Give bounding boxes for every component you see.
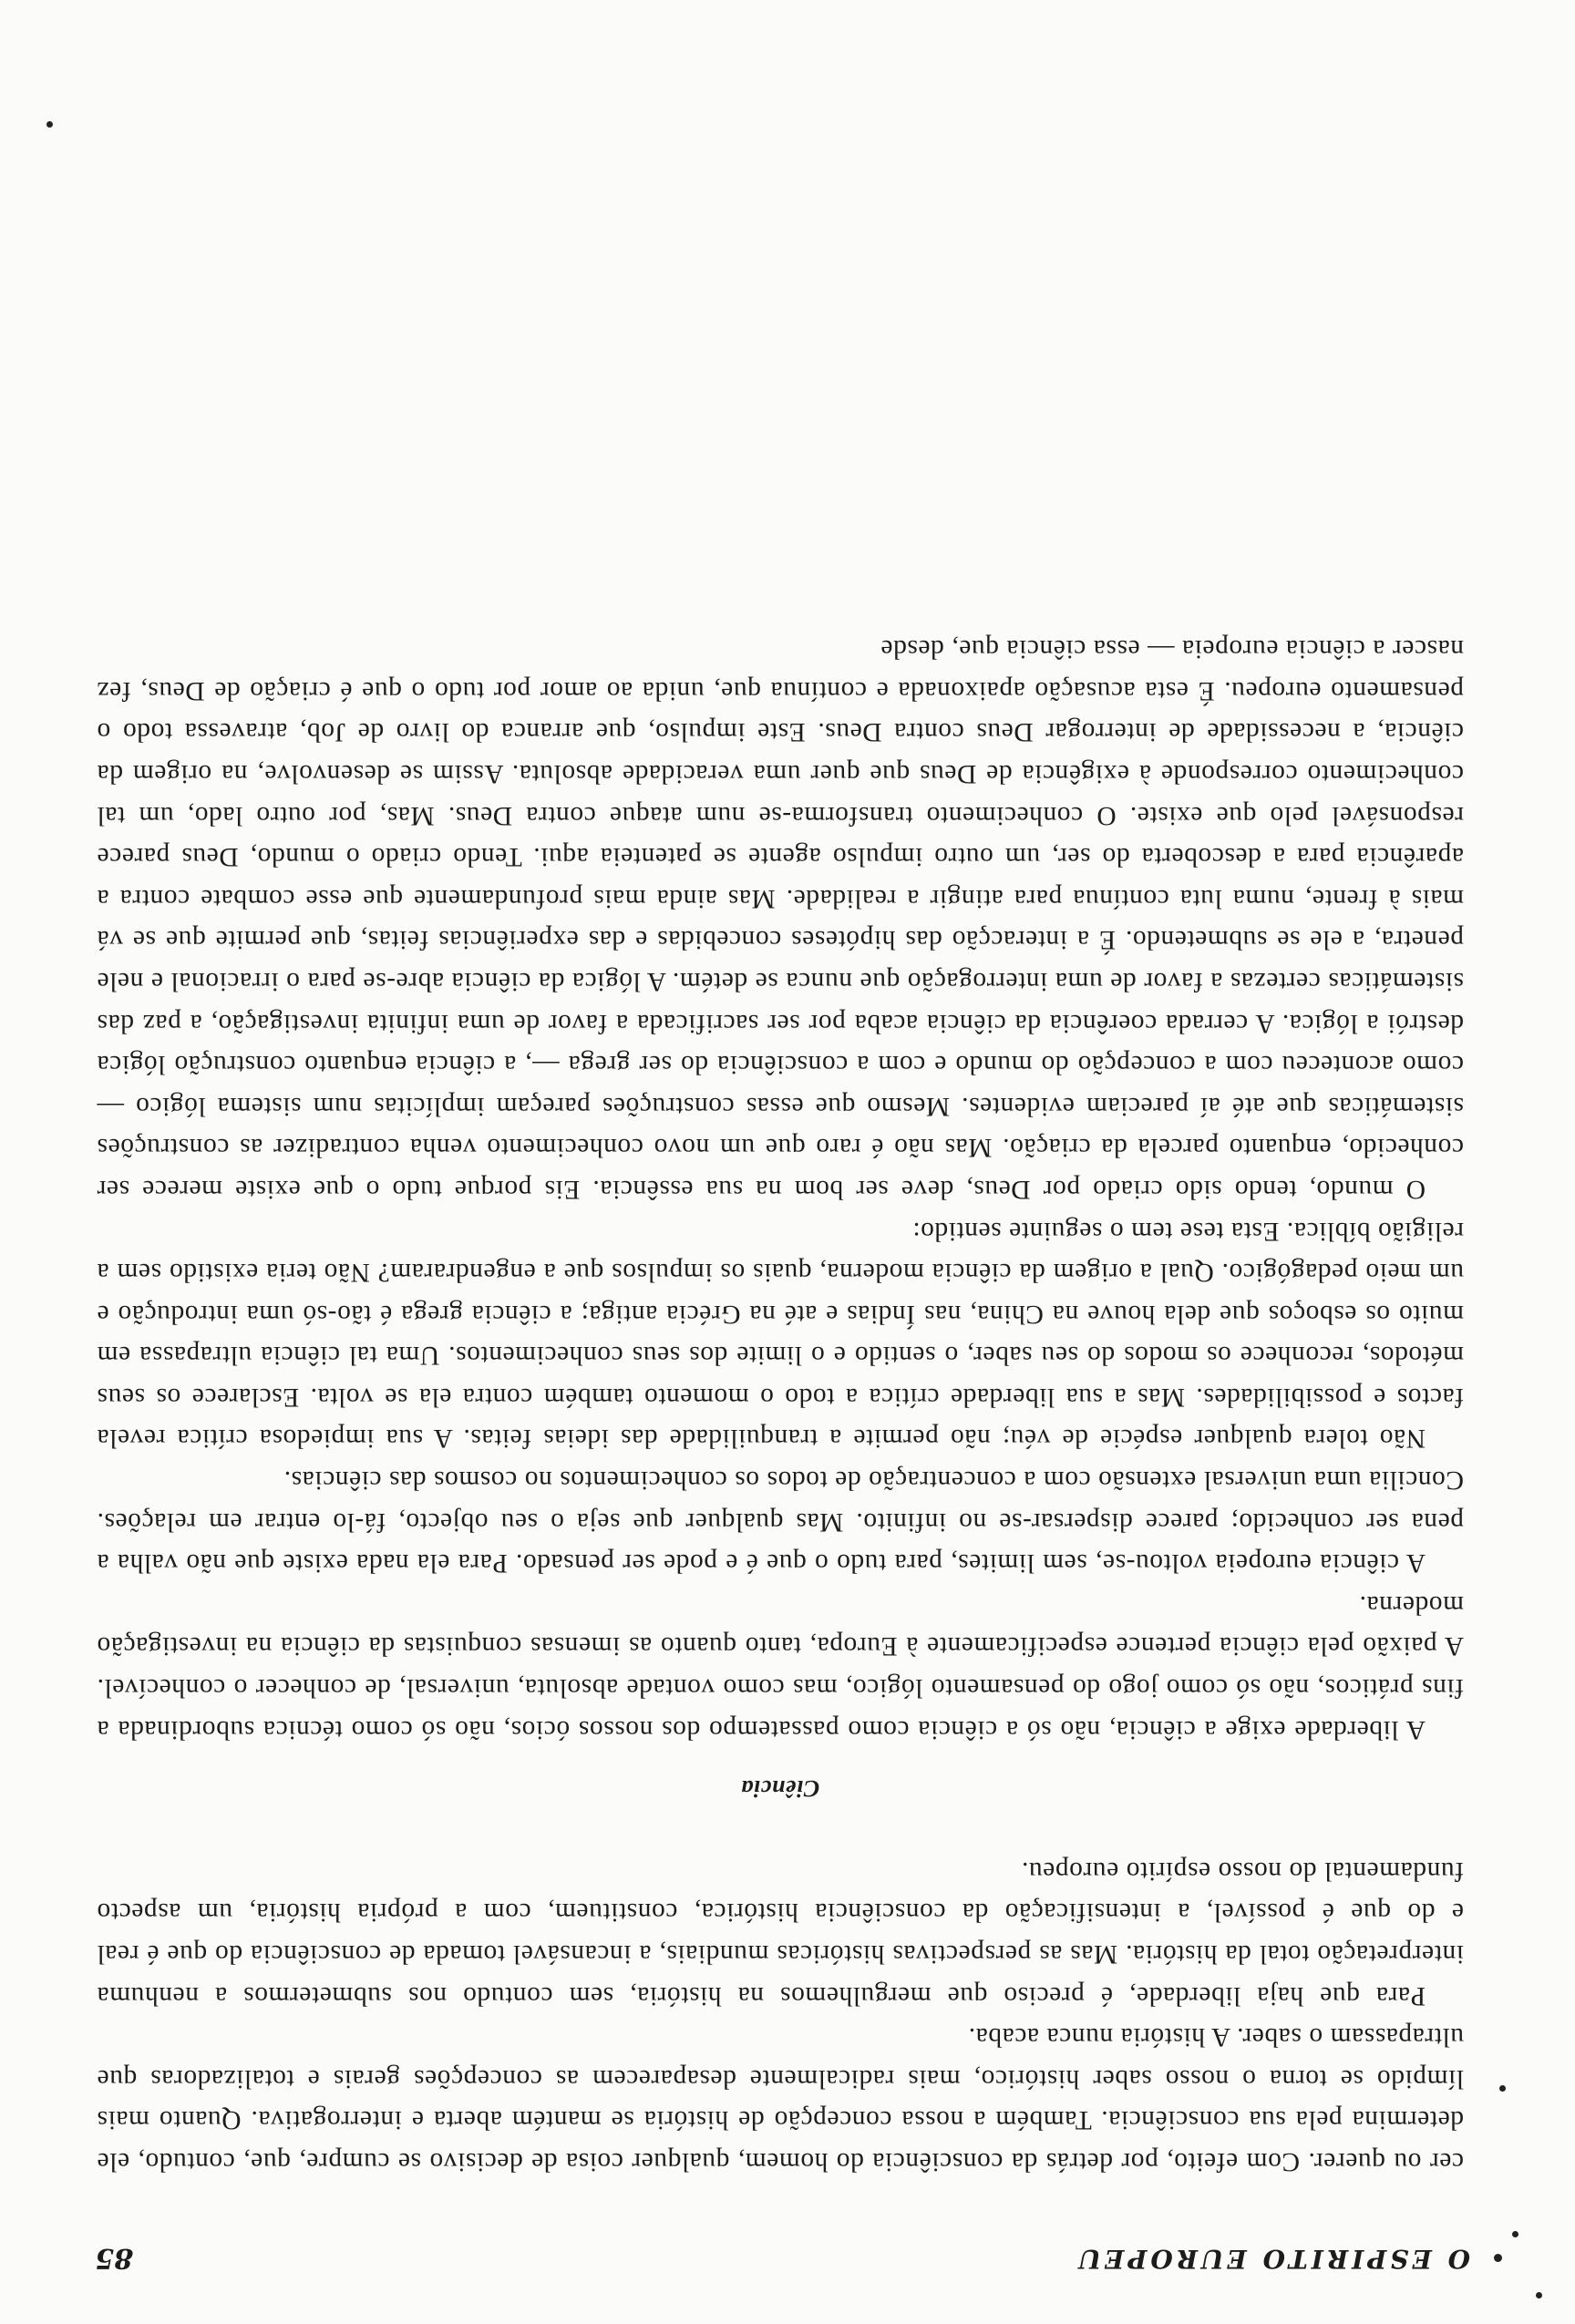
margin-dot-icon [46, 121, 53, 128]
paragraph: Para que haja liberdade, é preciso que mergulhemos na história, sem contudo nos submetermos a nenhuma interpretação total da história. Mas as perspectivas históricas mundiais, a incansável tomada de consciência do que é real e do que é possível, a intensificação da consciência histórica, constituem, com a própria história, um aspecto fundamental do nosso espírito europeu. [97, 1856, 1464, 2010]
page-number: 85 [95, 2242, 133, 2274]
body-text [97, 628, 1464, 2182]
margin-dot-icon [1512, 2231, 1518, 2237]
section-heading: Ciência [740, 1775, 820, 1803]
paragraph: cer ou querer. Com efeito, por detrás da consciência do homem, qualquer coisa de decisivo se cumpre, que, contudo, ele determina pela sua consciência. Também a nossa concepção de história se mantém aberta e interrogativa. Quanto mais límpido se torna o nosso saber histórico, mais radicalmente desaparecem as concepções gerais e totalizadoras que ultrapassam o saber. A história nunca acaba. [97, 2022, 1464, 2176]
running-head [0, 2224, 1575, 2324]
paragraph: Não tolera qualquer espécie de véu; não permite a tranquilidade das ideias feitas. A sua impiedosa crítica revela factos e possibilidades. Mas a sua liberdade crítica a todo o momento também contra ela se volta. Esclarece os seus métodos, reconhece os modos do seu saber, o sentido e o limite dos seus conhecimentos. Uma tal ciência ultrapassa em muito os esboços que dela houve na China, nas Índias e até na Grécia antiga; a ciência grega é tão-só uma introdução e um meio pedagógico. Qual a origem da ciência moderna, quais os impulsos que a engendraram? Não teria existido sem a religião bíblica. Esta tese tem o seguinte sentido: [97, 1216, 1464, 1454]
margin-dot-icon [1499, 2085, 1506, 2092]
paragraph: O mundo, tendo sido criado por Deus, deve ser bom na sua essência. Eis porque tudo o que existe merece ser conhecido, enquanto parcela da criação. Mas não é raro que um novo conhecimento venha contradizer as construções sistemáticas que até aí pareciam evidentes. Mesmo que essas construções pareçam implícitas num sistema lógico — como aconteceu com a concepção do mundo e com a consciência do ser grega —, a ciência enquanto construção lógica destrói a lógica. A cerrada coerência da ciência acaba por ser sacrificada a favor de uma infinita investigação, a paz das sistemáticas certezas a favor de uma interrogação que nunca se detém. A lógica da ciência abre-se para o irracional e nele penetra, a ele se submetendo. É a interacção das hipóteses concebidas e das experiências feitas, que permite que se vá mais à frente, numa luta contínua para atingir a realidade. Mas ainda mais profundamente que esse combate contra a aparência para a descoberta do ser, um outro impulso agente se patenteia aqui. Tendo criado o mundo, Deus parece responsável pelo que existe. O conhecimento transforma-se num ataque contra Deus. Mas, por outro lado, um tal conhecimento corresponde à exigência de Deus que quer uma veracidade absoluta. Assim se desenvolve, na origem da ciência, a necessidade de interrogar Deus contra Deus. Este impulso, que arranca do livro de Job, atravessa todo o pensamento europeu. É esta acusação apaixonada e contínua que, unida ao amor por tudo o que é criação de Deus, fez nascer a ciência europeia — essa ciência que, desde [97, 634, 1464, 1204]
paragraph: A liberdade exige a ciência, não só a ciência como passatempo dos nossos ócios, não só como técnica subordinada a fins práticos, não só como jogo do pensamento lógico, mas como vontade absoluta, universal, de conhecer o conhecível. A paixão pela ciência pertence especificamente à Europa, tanto quanto as imensas conquistas da ciência na investigação moderna. [97, 1589, 1464, 1744]
bullet-dot-icon [1494, 2254, 1502, 2262]
running-title: O ESPIRITO EUROPEU [1075, 2244, 1470, 2274]
paragraph: A ciência europeia voltou-se, sem limites, para tudo o que é e pode ser pensado. Para ela nada existe que não valha a pena ser conhecido; parece dispersar-se no infinito. Mas qualquer que seja o seu objecto, fá-lo entrar em relações. Concilia uma universal extensão com a concentração de todos os conhecimentos no cosmos das ciências. [97, 1465, 1464, 1578]
margin-dot-icon [1536, 2292, 1542, 2298]
